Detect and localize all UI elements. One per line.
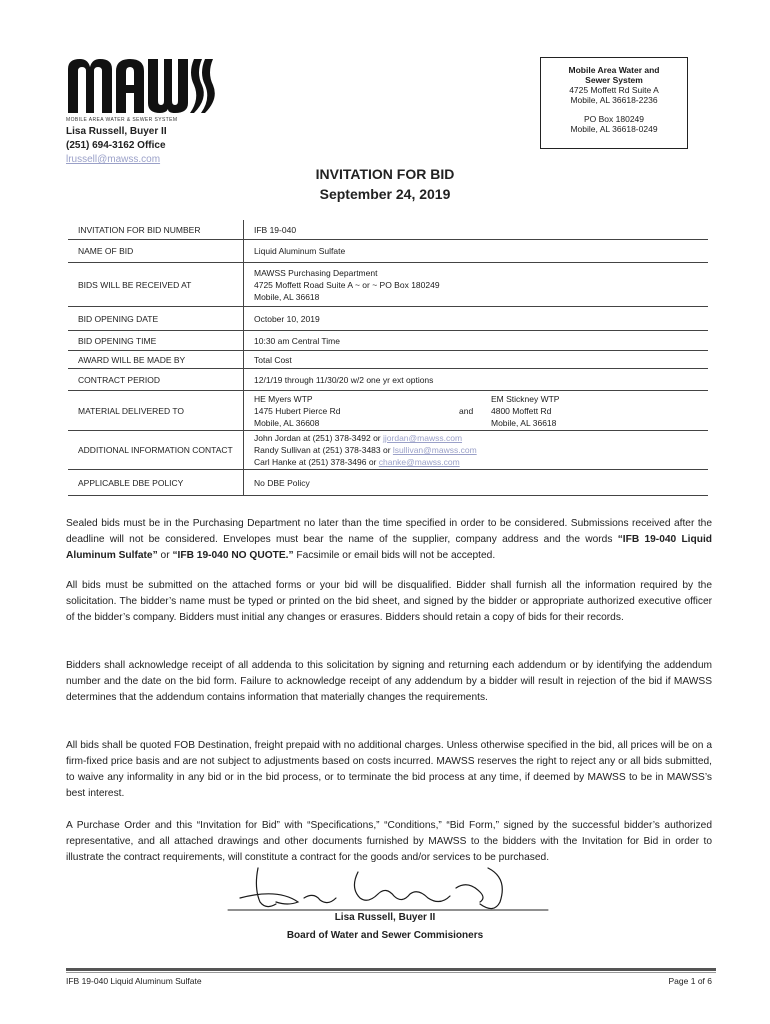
row-value: October 10, 2019 [254,313,320,324]
table-row [68,240,708,263]
row-label: BID OPENING TIME [68,331,244,350]
footer-doc-title: IFB 19-040 Liquid Aluminum Sulfate [66,976,202,986]
contact-text: Carl Hanke at (251) 378-3496 or [254,457,379,467]
paragraph-emphasis: “IFB 19-040 Liquid Aluminum Sulfate” [66,534,712,561]
row-value: Total Cost [254,354,292,365]
row-value: 10:30 am Central Time [254,335,340,346]
paragraph-contract: A Purchase Order and this “Invitation for Bid” with “Specifications,” “Conditions,” “Bid Form,” signed by the successful bidder’s authorized representative, and all attached drawings and other documents furnished by MAWSS to the bidders with the Invitation for Bid in order to illustrate the contract requirements, will constitute a contract for the goods and/or services to be purchased. [66,820,712,863]
address-line: Mobile, AL 36618-0249 [570,124,658,134]
buyer-email-link[interactable]: lrussell@mawss.com [66,154,161,165]
paragraph-text: or [157,550,173,561]
page-date: September 24, 2019 [319,186,451,202]
mawss-logo [66,55,216,117]
paragraph-forms: All bids must be submitted on the attached forms or your bid will be disqualified. Bidder shall furnish all the information required by the solicitation. The bidder’s name must be typed or printed on the bid sheet, and signed by the bidder or appropriate authorized executive officer of the bidder’s company. Bidders must initial any changes or erasures. Bidders should retain a copy of bids for their records. [66,580,712,623]
table-row [68,431,708,470]
contact-line [254,432,708,444]
table-row [68,369,708,391]
table-row [68,470,708,496]
delivery-location-left [254,393,459,429]
paragraph-text: Sealed bids must be in the Purchasing Department no later than the time specified in order to be considered. Submissions received after the deadline will not be considered. Envelopes must bear the name of the supplier, company address and the words [66,518,712,545]
value-line: Mobile, AL 36618 [254,291,320,302]
row-value [244,391,708,430]
contact-email-link[interactable]: lsullivan@mawss.com [392,445,477,455]
address-line: Mobile Area Water and [568,65,660,75]
handwritten-signature [218,858,558,918]
value-line: 4725 Moffett Road Suite A ~ or ~ PO Box 180249 [254,279,440,290]
address-box [540,57,688,149]
value-line: 4800 Moffett Rd [491,405,552,416]
bid-info-table [68,220,708,496]
delivery-joiner: and [459,405,474,416]
value-line: EM Stickney WTP [491,393,560,404]
signer-board: Board of Water and Sewer Commisioners [286,930,484,941]
row-label: BIDS WILL BE RECEIVED AT [68,263,244,306]
row-value [244,431,708,469]
address-line: 4725 Moffett Rd Suite A [569,85,659,95]
row-value: IFB 19-040 [254,224,297,235]
contact-line [254,444,708,456]
row-label: BID OPENING DATE [68,307,244,330]
page-title: INVITATION FOR BID [315,166,455,182]
contact-email-link[interactable]: chanke@mawss.com [378,457,460,467]
footer-rule [66,968,716,971]
paragraph-pricing: All bids shall be quoted FOB Destination, freight prepaid with no additional charges. Unless otherwise specified in the bid, all prices will be on a firm-fixed price basis and are not subject to adjustments based on costs incurred. MAWSS reserves the right to reject any or all bids submitted, to waive any informality in any bid or in the bid process, or to terminate the bid process at any time, if deemed by MAWSS to be in MAWSS’s best interest. [66,740,712,799]
paragraph-submission [66,516,712,564]
contact-text: John Jordan at (251) 378-3492 or [254,433,384,443]
address-line: Mobile, AL 36618-2236 [570,95,658,105]
row-label: NAME OF BID [68,240,244,262]
row-label: ADDITIONAL INFORMATION CONTACT [68,431,244,469]
paragraph-text: Facsimile or email bids will not be accepted. [293,550,496,561]
table-row [68,220,708,240]
logo-subtitle: MOBILE AREA WATER & SEWER SYSTEM [66,117,178,123]
value-line: Mobile, AL 36618 [491,417,557,428]
paragraph-addenda: Bidders shall acknowledge receipt of all addenda to this solicitation by signing and returning each addendum or by identifying the addendum number and the date on the bid form. Failure to acknowledge receipt of any addendum by a bidder will result in rejection of the bid if MAWSS determines that the addendum contains information that materially changes the requirements. [66,660,712,703]
footer-rule [66,972,716,973]
table-row [68,263,708,307]
row-value: 12/1/19 through 11/30/20 w/2 one yr ext options [254,374,434,385]
row-label: INVITATION FOR BID NUMBER [68,220,244,239]
value-line: HE Myers WTP [254,393,313,404]
row-label: APPLICABLE DBE POLICY [68,470,244,495]
row-value: No DBE Policy [254,477,310,488]
delivery-locations [254,393,708,429]
row-label: AWARD WILL BE MADE BY [68,351,244,368]
signer-name: Lisa Russell, Buyer II [334,912,436,923]
paragraph-emphasis: “IFB 19-040 NO QUOTE.” [172,550,294,561]
value-line: Mobile, AL 36608 [254,417,320,428]
table-row [68,351,708,369]
row-label: CONTRACT PERIOD [68,369,244,390]
table-row [68,331,708,351]
delivery-location-right [491,393,641,429]
row-value [244,263,708,306]
table-row [68,391,708,431]
value-line: MAWSS Purchasing Department [254,267,378,278]
contact-line [254,456,708,468]
buyer-name: Lisa Russell, Buyer II [66,126,167,137]
address-line: Sewer System [585,75,643,85]
value-line: 1475 Hubert Pierce Rd [254,405,341,416]
table-row [68,307,708,331]
contact-text: Randy Sullivan at (251) 378-3483 or [254,445,393,455]
contact-email-link[interactable]: jjordan@mawss.com [383,433,463,443]
address-line: PO Box 180249 [583,114,644,124]
footer-page-number: Page 1 of 6 [668,976,712,986]
row-value: Liquid Aluminum Sulfate [254,246,346,256]
buyer-phone: (251) 694-3162 Office [66,140,166,151]
row-label: MATERIAL DELIVERED TO [68,391,244,430]
